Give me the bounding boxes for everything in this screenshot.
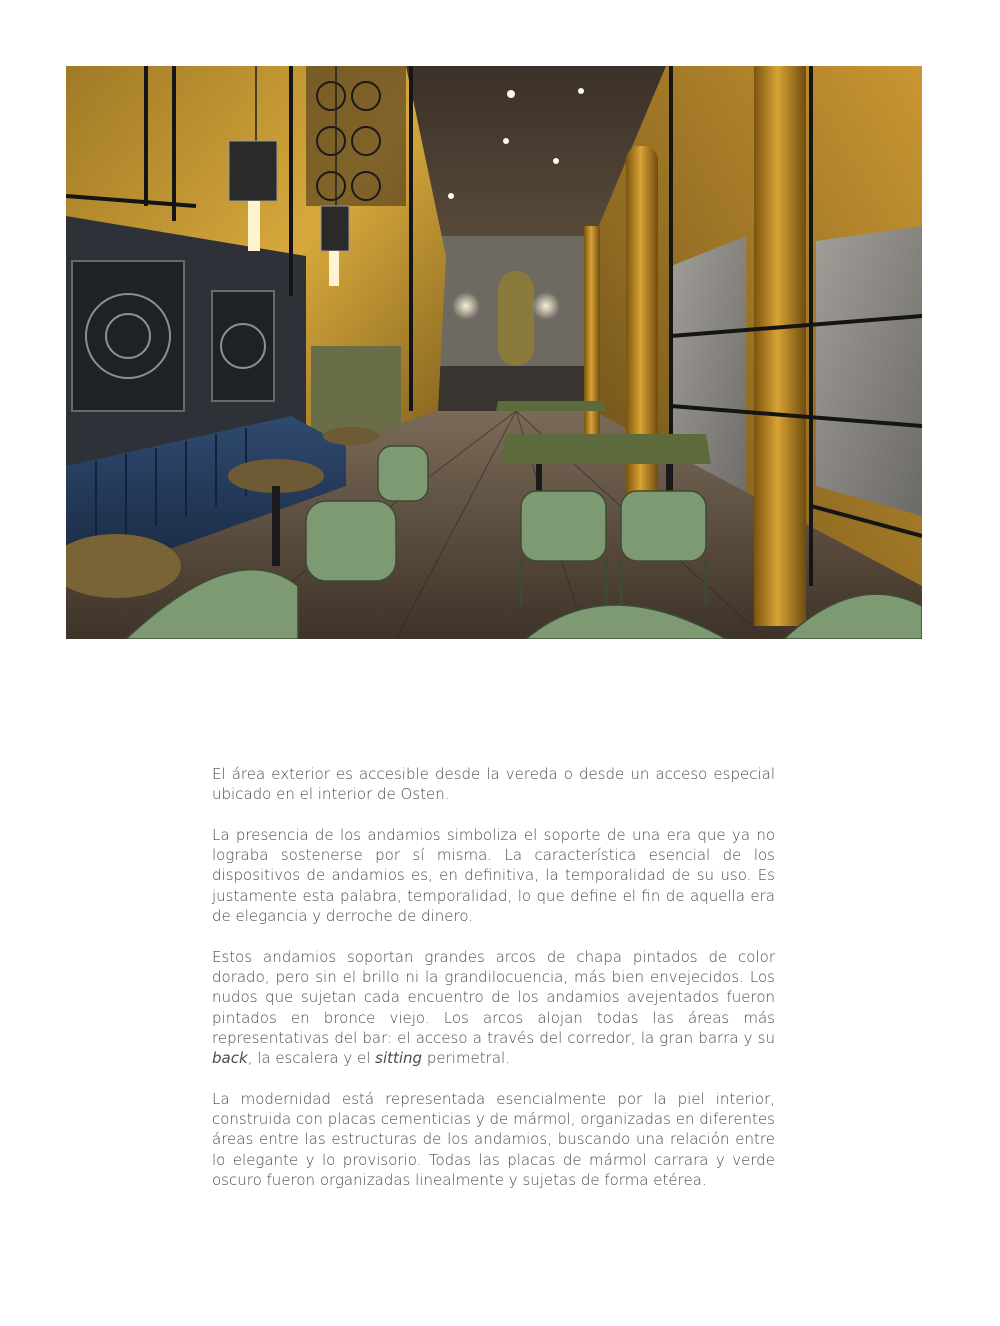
paragraph-3	[212, 947, 775, 1069]
paragraph-4: La modernidad está representada esencialmente por la piel interior, construida con placas cementicias y de mármol, organizadas en diferentes áreas entre las estructuras de los andamios, buscando una relación entre lo elegante y lo provisorio. Todas las placas de mármol carrara y verde oscuro fueron organizadas linealmente y sujetas de forma etérea.	[212, 1089, 775, 1189]
paragraph-2: La presencia de los andamios simboliza el soporte de una era que ya no lograba sostenerse por sí misma. La característica esencial de los dispositivos de andamios es, en definitiva, la temporalidad de su uso. Es justamente esta palabra, temporalidad, lo que define el fin de aquella era de elegancia y derroche de dinero.	[212, 825, 775, 926]
italic-term-sitting: sitting	[375, 1049, 423, 1068]
italic-term-back: back	[212, 1049, 248, 1068]
paragraph-3-text-b: , la escalera y el	[247, 1049, 376, 1068]
paragraph-1: El área exterior es accesible desde la vereda o desde un acceso especial ubicado en el interior de Osten.	[212, 765, 775, 804]
article-body	[212, 764, 775, 1211]
paragraph-3-text-c: perimetral.	[422, 1049, 510, 1068]
interior-photo	[66, 66, 922, 639]
paragraph-3-text-a: Estos andamios soportan grandes arcos de chapa pintados de color dorado, pero sin el brillo ni la grandilocuencia, más bien envejecidos. Los nudos que sujetan cada encuentro de los andamios avejentados fueron pintados en bronce viejo. Los arcos alojan todas las áreas más representativas del bar: el acceso a través del corredor, la gran barra y su	[212, 947, 775, 1047]
interior-photo-illustration	[66, 66, 922, 639]
